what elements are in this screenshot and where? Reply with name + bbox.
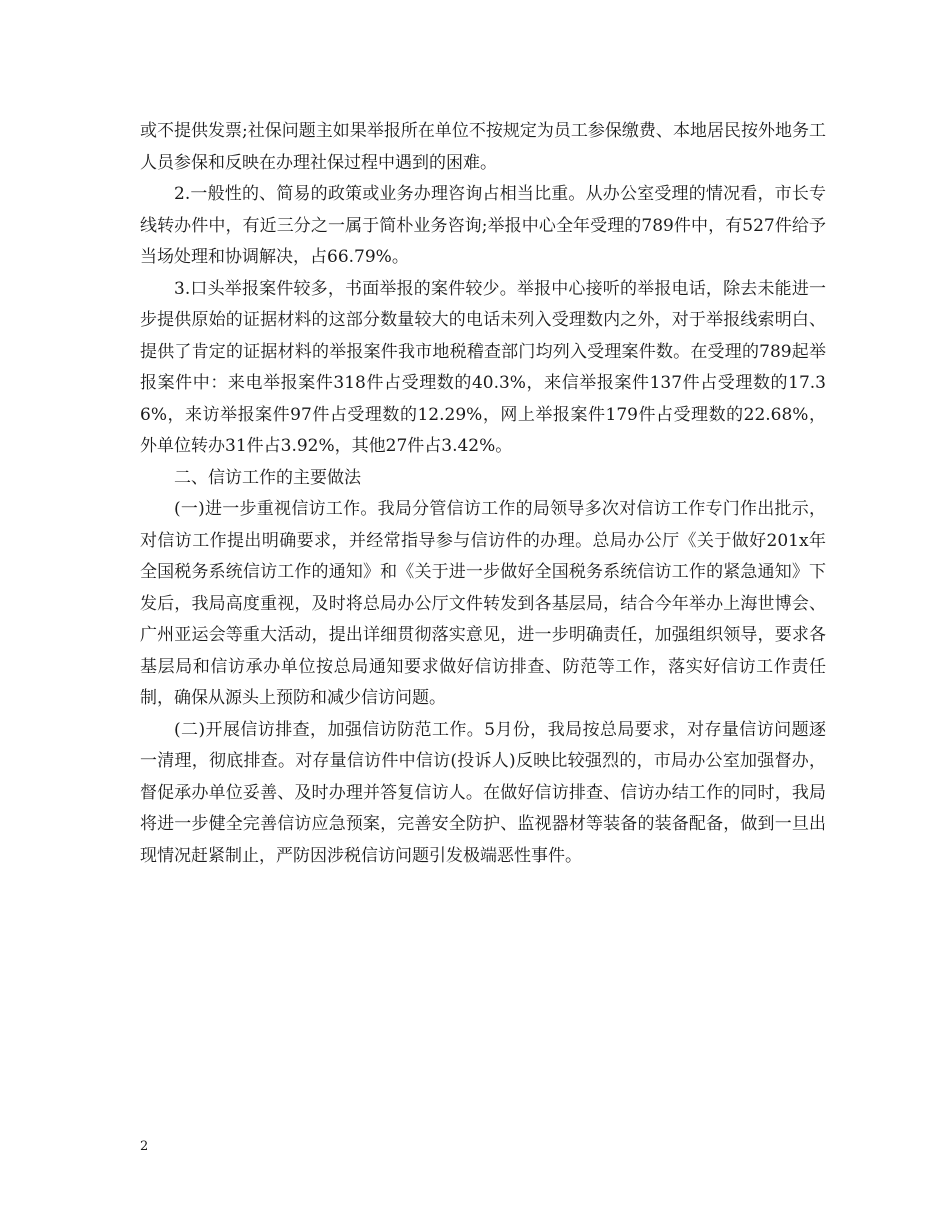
paragraph: (一)进一步重视信访工作。我局分管信访工作的局领导多次对信访工作专门作出批示，对信访工作提出明确要求，并经常指导参与信访件的办理。总局办公厅《关于做好201x年全国税务系统信访工作的通知》和《关于进一步做好全国税务系统信访工作的紧急通知》下发后，我局高度重视，及时将总局办公厅文件转发到各基层局，结合今年举办上海世博会、广州亚运会等重大活动，提出详细贯彻落实意见，进一步明确责任，加强组织领导，要求各基层局和信访承办单位按总局通知要求做好信访排查、防范等工作，落实好信访工作责任制，确保从源头上预防和减少信访问题。 — [140, 499, 826, 708]
paragraph: 2.一般性的、简易的政策或业务办理咨询占相当比重。从办公室受理的情况看，市长专线转办件中，有近三分之一属于简朴业务咨询;举报中心全年受理的789件中，有527件给予当场处理和协调解决，占66.79%。 — [140, 184, 826, 267]
section-heading: 二、信访工作的主要做法 — [174, 467, 361, 488]
paragraph: 或不提供发票;社保问题主如果举报所在单位不按规定为员工参保缴费、本地居民按外地务工人员参保和反映在办理社保过程中遇到的困难。 — [140, 121, 826, 173]
paragraph: 3.口头举报案件较多，书面举报的案件较少。举报中心接听的举报电话，除去未能进一步提供原始的证据材料的这部分数量较大的电话未列入受理数内之外，对于举报线索明白、提供了肯定的证据材料的举报案件我市地税稽查部门均列入受理案件数。在受理的789起举报案件中：来电举报案件318件占受理数的40.3%，来信举报案件137件占受理数的17.36%，来访举报案件97件占受理数的12.29%，网上举报案件179件占受理数的22.68%，外单位转办31件占3.92%，其他27件占3.42%。 — [140, 278, 826, 456]
page-number: 2 — [140, 1139, 149, 1154]
document-body — [140, 116, 826, 872]
paragraph: (二)开展信访排查，加强信访防范工作。5月份，我局按总局要求，对存量信访问题逐一清理，彻底排查。对存量信访件中信访(投诉人)反映比较强烈的，市局办公室加强督办，督促承办单位妥善、及时办理并答复信访人。在做好信访排查、信访办结工作的同时，我局将进一步健全完善信访应急预案，完善安全防护、监视器材等装备的装备配备，做到一旦出现情况赶紧制止，严防因涉税信访问题引发极端恶性事件。 — [140, 719, 826, 866]
